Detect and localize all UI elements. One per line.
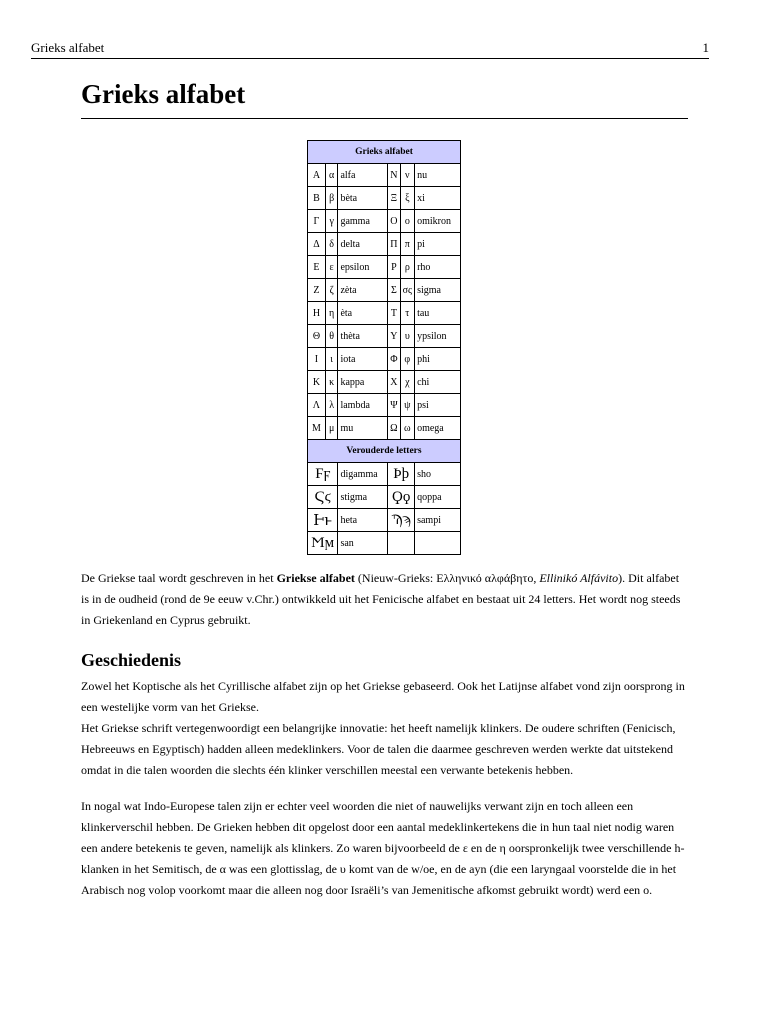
intro-text-1: De Griekse taal wordt geschreven in het xyxy=(81,571,277,585)
obsolete-letter: Ͱͱ xyxy=(308,509,338,532)
paragraph: In nogal wat Indo-Europese talen zijn er echter veel woorden die niet of nauwelijks verwant zijn en toch alleen een klinkerverschil hebben. De Grieken hebben dit opgelost door een aantal medeklinkertekens die in hun taal niet nodig waren een andere betekenis te geven, namelijk als klinkers. Zo waren bijvoorbeeld de ε en de η oorspronkelijk twee verschillende h-klanken in het Semitisch, de α was een glottisslag, de υ komt van de w/oe, en de ayn (die een laryngaal voorstelde die in het Arabisch nog volop voorkomt maar die alleen nog door Israëli’s van Jemenitische afkomst gebruikt wordt) werd een o. xyxy=(81,799,685,897)
lowercase-letter: α xyxy=(325,164,338,187)
letter-name: iota xyxy=(338,348,388,371)
letter-name xyxy=(415,532,461,555)
uppercase-letter: Β xyxy=(308,187,326,210)
lowercase-letter: σς xyxy=(400,279,415,302)
letter-name: nu xyxy=(415,164,461,187)
obsolete-caption: Verouderde letters xyxy=(308,440,461,463)
letter-name: phi xyxy=(415,348,461,371)
lowercase-letter: ε xyxy=(325,256,338,279)
obsolete-letter: Ϻϻ xyxy=(308,532,338,555)
uppercase-letter: Φ xyxy=(388,348,400,371)
letter-name: kappa xyxy=(338,371,388,394)
lowercase-letter: λ xyxy=(325,394,338,417)
uppercase-letter: Α xyxy=(308,164,326,187)
lowercase-letter: τ xyxy=(400,302,415,325)
table-row xyxy=(308,532,461,555)
uppercase-letter: Δ xyxy=(308,233,326,256)
lowercase-letter: β xyxy=(325,187,338,210)
letter-name: mu xyxy=(338,417,388,440)
lowercase-letter: π xyxy=(400,233,415,256)
intro-bold-term: Griekse alfabet xyxy=(276,571,355,585)
letter-name: psi xyxy=(415,394,461,417)
lowercase-letter: ι xyxy=(325,348,338,371)
letter-name: lambda xyxy=(338,394,388,417)
uppercase-letter: Ε xyxy=(308,256,326,279)
table-row xyxy=(308,164,461,187)
uppercase-letter: Ζ xyxy=(308,279,326,302)
lowercase-letter: χ xyxy=(400,371,415,394)
letter-name: delta xyxy=(338,233,388,256)
page-number: 1 xyxy=(702,40,709,55)
table-row xyxy=(308,371,461,394)
greek-alphabet-table xyxy=(307,140,461,555)
uppercase-letter: Ν xyxy=(388,164,400,187)
paragraph: Zowel het Koptische als het Cyrillische alfabet zijn op het Griekse gebaseerd. Ook het Latijnse alfabet vond zijn oorsprong in een westelijke vorm van het Griekse. xyxy=(81,679,685,714)
intro-text-2: (Nieuw-Grieks: Ελληνικό αλφάβητο, xyxy=(354,571,540,585)
lowercase-letter: γ xyxy=(325,210,338,233)
uppercase-letter: Τ xyxy=(388,302,400,325)
table-row xyxy=(308,463,461,486)
letter-name: bèta xyxy=(338,187,388,210)
letter-name: èta xyxy=(338,302,388,325)
letter-name: san xyxy=(338,532,388,555)
letter-name: digamma xyxy=(338,463,388,486)
uppercase-letter: Ι xyxy=(308,348,326,371)
letter-name: gamma xyxy=(338,210,388,233)
letter-name: ypsilon xyxy=(415,325,461,348)
lowercase-letter: ψ xyxy=(400,394,415,417)
letter-name: pi xyxy=(415,233,461,256)
uppercase-letter: Θ xyxy=(308,325,326,348)
uppercase-letter: Υ xyxy=(388,325,400,348)
lowercase-letter: ο xyxy=(400,210,415,233)
lowercase-letter: δ xyxy=(325,233,338,256)
table-row xyxy=(308,187,461,210)
alphabet-rows xyxy=(308,164,461,440)
running-title: Grieks alfabet xyxy=(31,40,105,55)
table-row xyxy=(308,509,461,532)
letter-name: omikron xyxy=(415,210,461,233)
table-row xyxy=(308,325,461,348)
lowercase-letter: κ xyxy=(325,371,338,394)
lowercase-letter: υ xyxy=(400,325,415,348)
uppercase-letter: Ξ xyxy=(388,187,400,210)
letter-name: omega xyxy=(415,417,461,440)
uppercase-letter: Ψ xyxy=(388,394,400,417)
uppercase-letter: Κ xyxy=(308,371,326,394)
obsolete-letter: Ϙϙ xyxy=(388,486,415,509)
table-row xyxy=(308,233,461,256)
intro-paragraph xyxy=(81,568,688,631)
letter-name: chi xyxy=(415,371,461,394)
letter-name: sho xyxy=(415,463,461,486)
uppercase-letter: Ω xyxy=(388,417,400,440)
uppercase-letter: Π xyxy=(388,233,400,256)
letter-name: xi xyxy=(415,187,461,210)
letter-name: heta xyxy=(338,509,388,532)
lowercase-letter: ρ xyxy=(400,256,415,279)
letter-name: stigma xyxy=(338,486,388,509)
lowercase-letter: ζ xyxy=(325,279,338,302)
obsolete-letter: Ϡϡ xyxy=(388,509,415,532)
table-row xyxy=(308,279,461,302)
letter-name: qoppa xyxy=(415,486,461,509)
letter-name: alfa xyxy=(338,164,388,187)
table-row xyxy=(308,417,461,440)
obsolete-letter: Ϝϝ xyxy=(308,463,338,486)
lowercase-letter: η xyxy=(325,302,338,325)
uppercase-letter: Η xyxy=(308,302,326,325)
letter-name: rho xyxy=(415,256,461,279)
letter-name: sigma xyxy=(415,279,461,302)
letter-name: thèta xyxy=(338,325,388,348)
obsolete-letter xyxy=(388,532,415,555)
obsolete-letter: Ϛϛ xyxy=(308,486,338,509)
uppercase-letter: Χ xyxy=(388,371,400,394)
lowercase-letter: ν xyxy=(400,164,415,187)
uppercase-letter: Ο xyxy=(388,210,400,233)
table-row xyxy=(308,348,461,371)
letter-name: epsilon xyxy=(338,256,388,279)
uppercase-letter: Γ xyxy=(308,210,326,233)
letter-name: zèta xyxy=(338,279,388,302)
running-header xyxy=(31,38,709,59)
intro-italic-term: Ellinikó Alfávito xyxy=(539,571,619,585)
table-row xyxy=(308,394,461,417)
obsolete-rows xyxy=(308,463,461,555)
lowercase-letter: μ xyxy=(325,417,338,440)
obsolete-letter: Ϸϸ xyxy=(388,463,415,486)
uppercase-letter: Μ xyxy=(308,417,326,440)
uppercase-letter: Λ xyxy=(308,394,326,417)
table-row xyxy=(308,486,461,509)
intro-text-3: ). Dit alfabet is in de oudheid (rond de 9e eeuw v.Chr.) ontwikkeld uit het Fenicische alfabet en bestaat uit 24 letters. Het wordt nog steeds in Griekenland en Cyprus gebruikt. xyxy=(81,571,681,627)
page-title: Grieks alfabet xyxy=(81,78,688,119)
lowercase-letter: ω xyxy=(400,417,415,440)
lowercase-letter: θ xyxy=(325,325,338,348)
letter-name: tau xyxy=(415,302,461,325)
table-row xyxy=(308,302,461,325)
section-heading: Geschiedenis xyxy=(81,650,182,670)
paragraph: Het Griekse schrift vertegenwoordigt een belangrijke innovatie: het heeft namelijk klinkers. De oudere schriften (Fenicisch, Hebreeuws en Egyptisch) hadden alleen medeklinkers. Voor de talen die daarmee geschreven werden werkte dat uitstekend omdat in die talen woorden die slechts één klinker verschillen meestal een verwante betekenis hebben. xyxy=(81,721,676,777)
table-row xyxy=(308,210,461,233)
letter-name: sampi xyxy=(415,509,461,532)
table-row xyxy=(308,256,461,279)
table-caption: Grieks alfabet xyxy=(308,141,461,164)
uppercase-letter: Ρ xyxy=(388,256,400,279)
lowercase-letter: ξ xyxy=(400,187,415,210)
uppercase-letter: Σ xyxy=(388,279,400,302)
lowercase-letter: φ xyxy=(400,348,415,371)
